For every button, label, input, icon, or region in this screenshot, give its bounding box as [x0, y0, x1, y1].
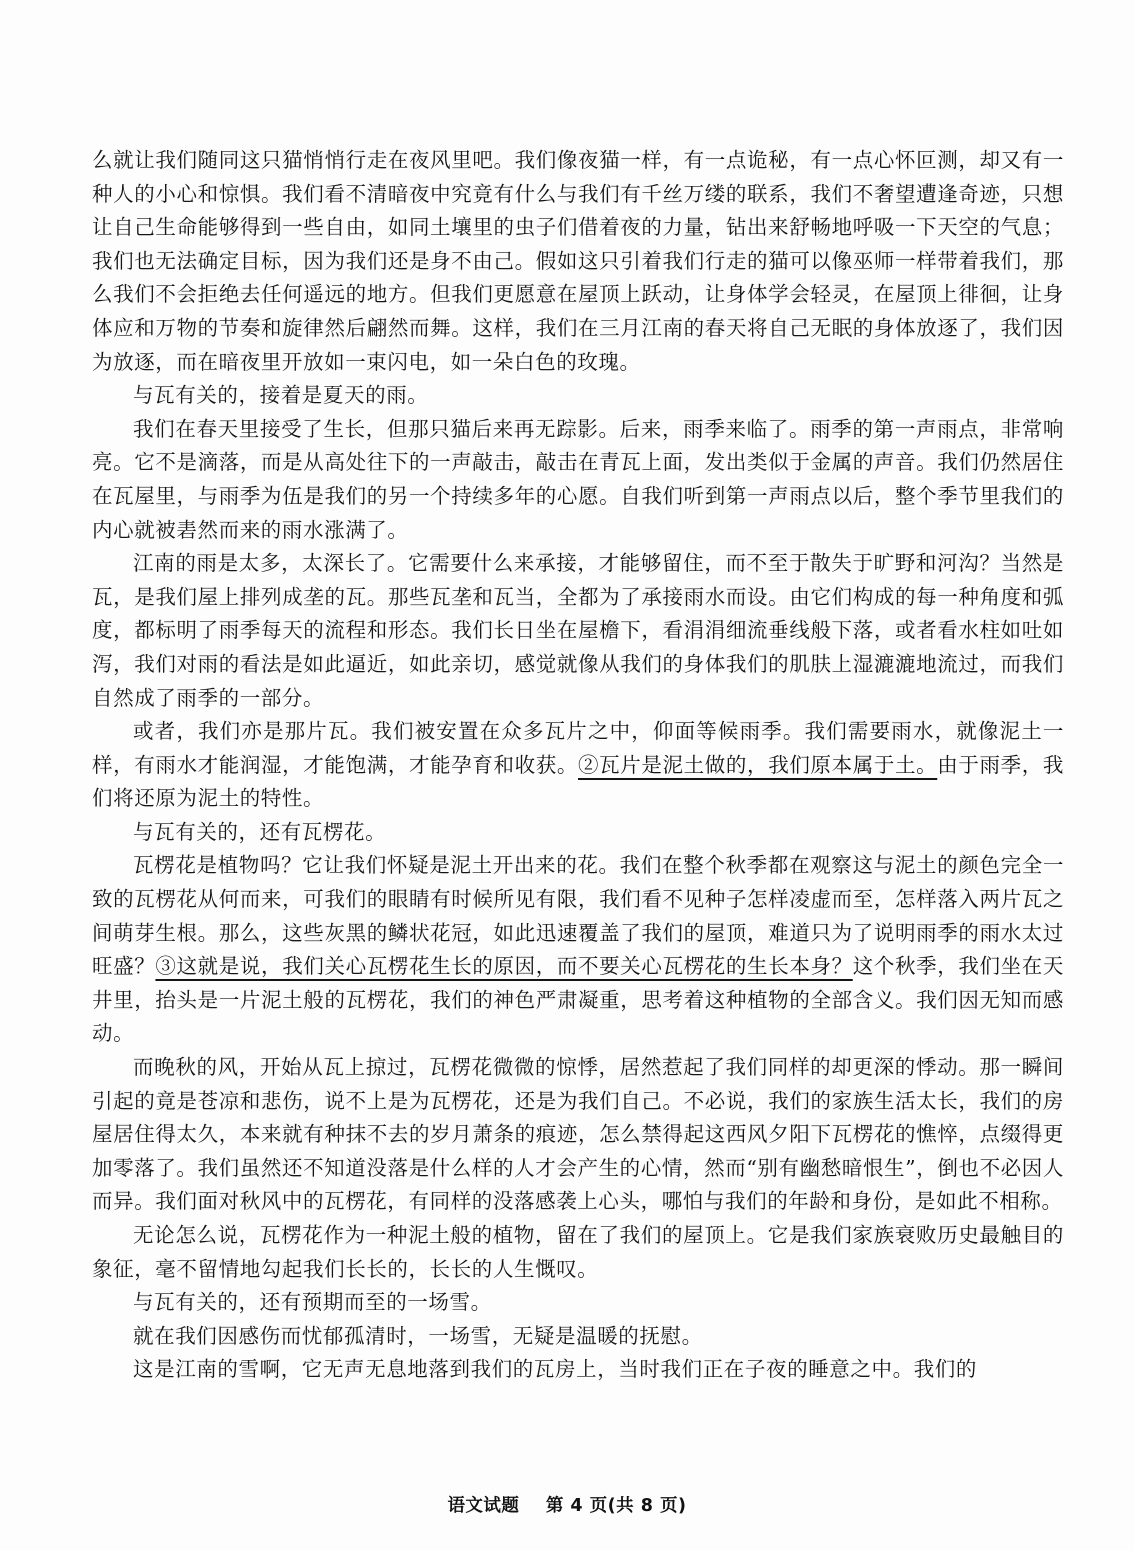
paragraph-snow-comfort: 就在我们因感伤而忧郁孤清时，一场雪，无疑是温暖的抚慰。	[133, 1323, 703, 1348]
paragraph-snow-intro: 与瓦有关的，还有预期而至的一场雪。	[133, 1290, 492, 1315]
paragraph-family-symbol: 无论怎么说，瓦楞花作为一种泥土般的植物，留在了我们的屋顶上。它是我们家族衰败历史最触目的象征，毫不留情地勾起我们长长的，长长的人生慨叹。	[92, 1223, 1064, 1281]
underlined-sentence-2: ②瓦片是泥土做的，我们原本属于土。	[578, 752, 938, 777]
paragraph-night-cat: 么就让我们随同这只猫悄悄行走在夜风里吧。我们像夜猫一样，有一点诡秘，有一点心怀叵测，却又有一种人的小心和惊惧。我们看不清暗夜中究竟有什么与我们有千丝万缕的联系，我们不奢望遭逢奇迹，只想让自己生命能够得到一些自由，如同土壤里的虫子们借着夜的力量，钻出来舒畅地呼吸一下天空的气息；我们也无法确定目标，因为我们还是身不由己。假如这只引着我们行走的猫可以像巫师一样带着我们，那么我们不会拒绝去任何遥远的地方。但我们更愿意在屋顶上跃动，让身体学会轻灵，在屋顶上徘徊，让身体应和万物的节奏和旋律然后翩然而舞。这样，我们在三月江南的春天将自己无眠的身体放逐了，我们因为放逐，而在暗夜里开放如一束闪电，如一朵白色的玫瑰。	[92, 148, 1064, 374]
paragraph-tile-flower: 瓦楞花是植物吗？它让我们怀疑是泥土开出来的花。我们在整个秋季都在观察这与泥土的颜色完全一致的瓦楞花从何而来，可我们的眼睛有时候所见有限，我们看不见种子怎样凌虚而至，怎样落入两片瓦之间萌芽生根。那么，这些灰黑的鳞状花冠，如此迅速覆盖了我们的屋顶，难道只为了说明雨季的雨水太过旺盛？③这就是说，我们关心瓦楞花生长的原因，而不要关心瓦楞花的生长本身？这个秋季，我们坐在天井里，抬头是一片泥土般的瓦楞花，我们的神色严肃凝重，思考着这种植物的全部含义。我们因无知而感动。	[92, 853, 1064, 1046]
paragraph-summer-rain-intro: 与瓦有关的，接着是夏天的雨。	[133, 383, 429, 408]
paragraph-autumn-wind: 而晚秋的风，开始从瓦上掠过，瓦楞花微微的惊悸，居然惹起了我们同样的却更深的悸动。那一瞬间引起的竟是苍凉和悲伤，说不上是为瓦楞花，还是为我们自己。不必说，我们的家族生活太长，我们的房屋居住得太久，本来就有种抹不去的岁月萧条的痕迹，怎么禁得起这西风夕阳下瓦楞花的憔悴，点缀得更加零落了。我们虽然还不知道没落是什么样的人才会产生的心情，然而“别有幽愁暗恨生”，倒也不必因人而异。我们面对秋风中的瓦楞花，有同样的没落感袭上心头，哪怕与我们的年龄和身份，是如此不相称。	[92, 1055, 1064, 1214]
paragraph-rainy-season: 我们在春天里接受了生长，但那只猫后来再无踪影。后来，雨季来临了。雨季的第一声雨点，非常响亮。它不是滴落，而是从高处往下的一声敲击，敲击在青瓦上面，发出类似于金属的声音。我们仍然居住在瓦屋里，与雨季为伍是我们的另一个持续多年的心愿。自我们听到第一声雨点以后，整个季节里我们的内心就被砉然而来的雨水涨满了。	[92, 416, 1064, 542]
paragraph-jiangnan-snow: 这是江南的雪啊，它无声无息地落到我们的瓦房上，当时我们正在子夜的睡意之中。我们的	[133, 1357, 977, 1382]
paragraph-we-are-tile: 或者，我们亦是那片瓦。我们被安置在众多瓦片之中，仰面等候雨季。我们需要雨水，就像泥土一样，有雨水才能润湿，才能饱满，才能孕育和收获。②瓦片是泥土做的，我们原本属于土。由于雨季，我们将还原为泥土的特性。	[92, 719, 1064, 811]
footer-subject: 语文试题	[447, 1496, 520, 1516]
essay-body	[92, 144, 1064, 1387]
paragraph-tile-flower-intro: 与瓦有关的，还有瓦楞花。	[133, 819, 387, 844]
page-footer	[0, 1492, 1134, 1517]
underlined-sentence-3: ③这就是说，我们关心瓦楞花生长的原因，而不要关心瓦楞花的生长本身？	[155, 954, 853, 979]
paragraph-jiangnan-rain: 江南的雨是太多，太深长了。它需要什么来承接，才能够留住，而不至于散失于旷野和河沟？当然是瓦，是我们屋上排列成垄的瓦。那些瓦垄和瓦当，全都为了承接雨水而设。由它们构成的每一种角度和弧度，都标明了雨季每天的流程和形态。我们长日坐在屋檐下，看涓涓细流垂线般下落，或者看水柱如吐如泻，我们对雨的看法是如此逼近，如此亲切，感觉就像从我们的身体我们的肌肤上湿漉漉地流过，而我们自然成了雨季的一部分。	[92, 551, 1064, 710]
footer-page-number: 第 4 页(共 8 页)	[545, 1496, 687, 1516]
